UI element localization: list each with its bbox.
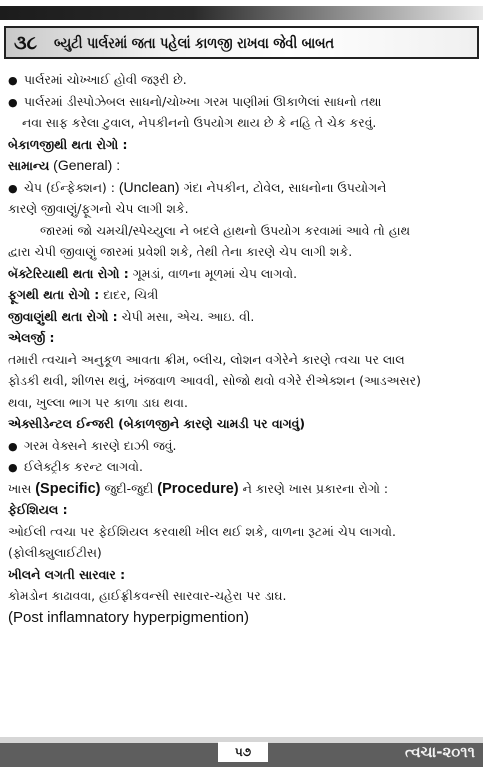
allergy-paragraph-line: ફોડકી થવી, શીળસ થવું, ખંજવાળ આવવી, સોજો થવો વગેરે રીએક્શન (આડઅસર) (8, 373, 421, 388)
infection-paragraph-line: કારણે જીવાણું/ફૂગનો ચેપ લાગી શકે. (8, 201, 189, 216)
acne-heading: ખીલને લગતી સારવાર : (8, 566, 126, 582)
infection-paragraph-line: દ્વારા ચેપી જીવાણું જારમાં પ્રવેશી શકે, તેથી તેના કારણે ચેપ લાગી શકે. (8, 244, 353, 259)
accident-heading: એક્સીડેન્ટલ ઈન્જરી (બેકાળજીને કારણે ચામડી પર વાગવું) (8, 416, 306, 431)
folliculitis-text: (ફોલીક્યુલાઈટીસ) (8, 545, 102, 560)
infection-paragraph-line: ● ચેપ (ઈન્ફેક્શન) : (Unclean) ગંદા નેપકીન, ટોવેલ, સાધનોના ઉપયોગને (8, 177, 475, 199)
specific-procedure-heading: ખાસ (Specific) જુદી-જુદી (Procedure) ને કારણે ખાસ પ્રકારના રોગો : (8, 480, 389, 497)
virus-line: જીવાણુંથી થતા રોગો : ચેપી મસા, એચ. આઇ. વી. (8, 308, 255, 324)
bullet-item: ● ગરમ વેક્સને કારણે દાઝી જવું. (8, 435, 475, 457)
chapter-title-box (4, 26, 479, 59)
facial-heading: ફેઈશિયલ : (8, 502, 68, 517)
footer-book-title: ત્વચા-૨૦૧૧ (404, 743, 475, 761)
bullet-icon: ● (8, 461, 18, 474)
chapter-number: ૩૮ (14, 31, 38, 54)
bacteria-line: બૅક્ટેરિયાથી થતા રોગો : ગૂમડાં, વાળના મૂળમાં ચેપ લાગવો. (8, 265, 298, 281)
bullet-icon: ● (8, 439, 18, 453)
acne-english-term: (Post inflamnatory hyperpigmention) (8, 608, 249, 626)
top-decorative-band (0, 0, 483, 20)
facial-text: ઓઈલી ત્વચા પર ફેઈશિયલ કરવાથી ખીલ થઈ શકે, વાળના રૂટમાં ચેપ લાગવો. (8, 523, 396, 539)
allergy-heading: એલર્જી : (8, 330, 55, 345)
allergy-paragraph-line: તમારી ત્વચાને અનુકૂળ આવતા ક્રીમ, બ્લીચ, લોશન વગેરેને કારણે ત્વચા પર લાલ (8, 351, 405, 367)
top-gradient-bar (0, 6, 483, 20)
general-heading: સામાન્ય (General) : (8, 157, 121, 173)
bullet-icon: ● (8, 181, 18, 195)
allergy-paragraph-line: થવા, ખુલ્લા ભાગ પર કાળા ડાઘ થવા. (8, 394, 188, 410)
bullet-item: ● પાર્લરમાં ડીસ્પોઝેબલ સાધનો/ચોખ્ખા ગરમ પાણીમાં ઊકાળેલાં સાધનો તથા (8, 91, 475, 113)
bullet-icon: ● (8, 74, 18, 87)
bullet-item: ● પાર્લરમાં ચોખ્ખાઈ હોવી જરૂરી છે. (8, 69, 475, 91)
section-heading-infection: બેકાળજીથી થતા રોગો : (8, 136, 128, 152)
bullet-continuation: નવા સાફ કરેલા ટુવાલ, નેપકીનનો ઉપયોગ થાય છે કે નહિ તે ચેક કરવું. (22, 115, 377, 130)
bullet-icon: ● (8, 95, 18, 109)
chapter-title: બ્યુટી પાર્લરમાં જતા પહેલાં કાળજી રાખવા જેવી બાબત (54, 33, 335, 52)
acne-text: કોમડોન કાઢાવવા, હાઈફ્રીકવન્સી સારવાર-ચહેરા પર ડાઘ. (8, 588, 287, 603)
infection-paragraph-line: જારમાં જો ચમચી/સ્પેચ્યુલા ને બદલે હાથનો ઉપયોગ કરવામાં આવે તો હાથ (40, 222, 411, 238)
page-content (8, 69, 475, 628)
fungus-line: ફૂગથી થતા રોગો : દાદર, ચિત્રી (8, 287, 159, 302)
bullet-item: ● ઈલેક્ટ્રીક કરન્ટ લાગવો. (8, 456, 475, 478)
page-number: ૫૭ (218, 742, 268, 762)
